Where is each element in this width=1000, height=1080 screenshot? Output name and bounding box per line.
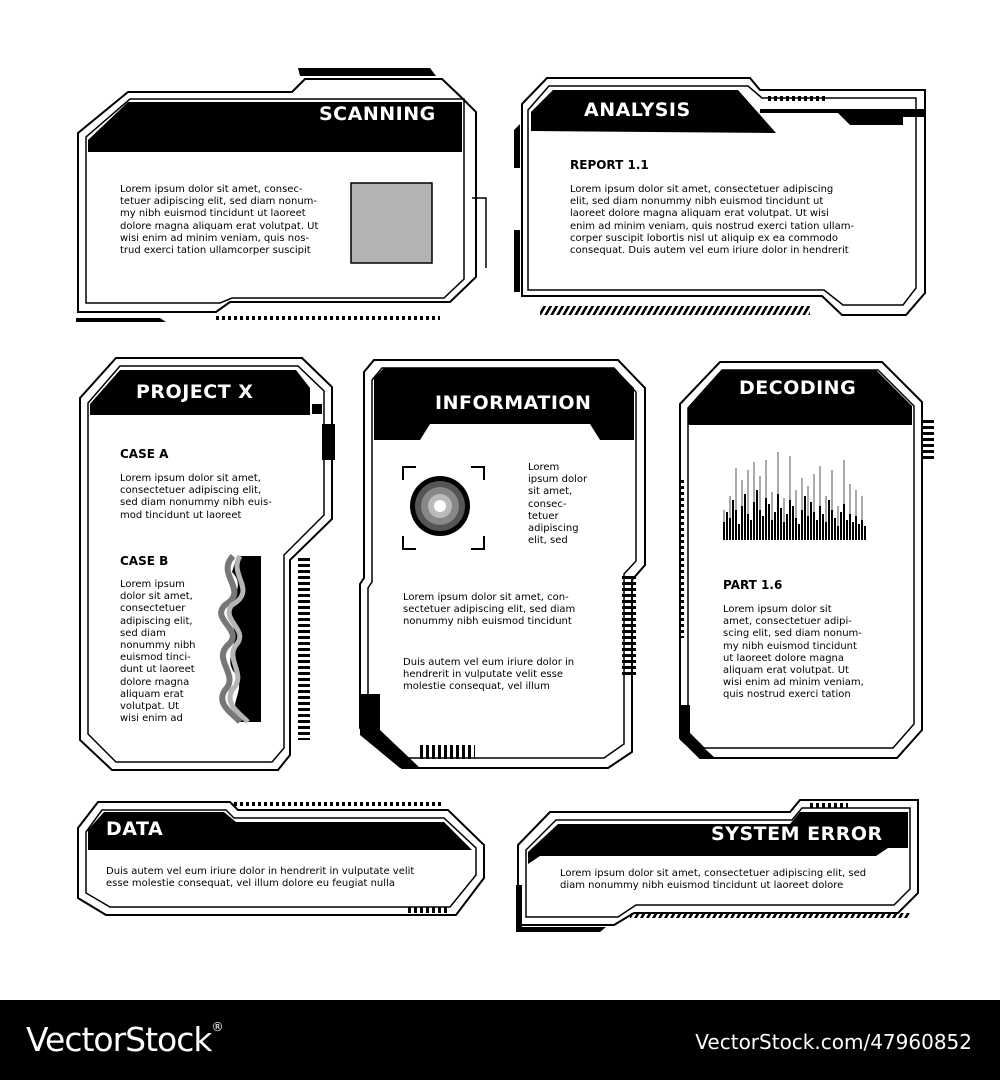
analysis-title: ANALYSIS: [584, 99, 691, 121]
equalizer-bar-dark: [780, 508, 782, 540]
scanning-title: SCANNING: [319, 103, 436, 125]
equalizer-bar-dark: [765, 498, 767, 540]
information-title: INFORMATION: [435, 392, 592, 414]
case-a-heading: CASE A: [120, 447, 169, 461]
equalizer-bar-dark: [759, 510, 761, 540]
information-side-text: Lorem ipsum dolor sit amet, consec- tetuer adipiscing elit, sed: [528, 462, 588, 547]
decoding-title: DECODING: [739, 377, 857, 399]
equalizer-bar-dark: [825, 522, 827, 540]
equalizer-bar-dark: [834, 518, 836, 540]
equalizer-bar-dark: [798, 524, 800, 540]
analysis-body: Lorem ipsum dolor sit amet, consectetuer adipiscing elit, sed diam nonummy nibh euismod tincidunt ut laoreet dolore magna aliquam erat volutpat. Ut wisi enim ad minim veniam, quis nostrud exerci tation ullam- corper suscipit lobortis nisl ut aliquip ex ea commodo consequat. Duis autem vel eum iriure dolor in hendrerit: [570, 184, 855, 257]
equalizer-bar-dark: [843, 504, 845, 540]
equalizer-bar-dark: [777, 494, 779, 540]
project-x-frame: [80, 358, 335, 770]
scanning-body: Lorem ipsum dolor sit amet, consec- tetuer adipiscing elit, sed diam nonum- my nibh euismod tincidunt ut laoreet dolore magna aliquam erat volutpat. Ut wisi enim ad minim veniam, quis nos- trud exerci tation ullamcorper suscipit: [120, 184, 319, 257]
equalizer-bar-dark: [822, 514, 824, 540]
information-frame: [360, 360, 645, 768]
case-b-body: Lorem ipsum dolor sit amet, consectetuer adipiscing elit, sed diam nonummy nibh euismod tinci- dunt ut laoreet dolore magna aliquam erat volutpat. Ut wisi enim ad: [120, 579, 196, 725]
system-error-frame: [516, 800, 918, 932]
equalizer-bar-dark: [792, 506, 794, 540]
equalizer-bar-dark: [813, 512, 815, 540]
equalizer-bar-dark: [735, 510, 737, 540]
equalizer-bar-dark: [828, 500, 830, 540]
equalizer-bar-dark: [768, 504, 770, 540]
equalizer-bar-dark: [864, 526, 866, 540]
equalizer-bar-dark: [852, 522, 854, 540]
equalizer-bar-dark: [804, 496, 806, 540]
equalizer-bar-dark: [795, 518, 797, 540]
data-body: Duis autem vel eum iriure dolor in hendrerit in vulputate velit esse molestie consequat, vel illum dolore eu feugiat nulla: [106, 866, 415, 890]
equalizer-bar-dark: [762, 516, 764, 540]
equalizer-bar-dark: [858, 524, 860, 540]
system-error-title: SYSTEM ERROR: [711, 823, 883, 845]
equalizer-bar-dark: [723, 522, 725, 540]
equalizer-bar-dark: [753, 502, 755, 540]
project-x-title: PROJECT X: [136, 381, 254, 403]
equalizer-bar-dark: [726, 512, 728, 540]
equalizer-bar-dark: [789, 500, 791, 540]
equalizer-bar-dark: [837, 526, 839, 540]
equalizer-bar-dark: [732, 500, 734, 540]
target-icon: [403, 467, 484, 549]
decoding-body: Lorem ipsum dolor sit amet, consectetuer adipi- scing elit, sed diam nonum- my nibh euismod tincidunt ut laoreet dolore magna aliquam erat volutpat. Ut wisi enim ad minim veniam, quis nostrud exerci tation: [723, 604, 864, 701]
equalizer-bar-dark: [744, 494, 746, 540]
equalizer-bar-dark: [729, 518, 731, 540]
equalizer-bar-dark: [849, 514, 851, 540]
system-error-body: Lorem ipsum dolor sit amet, consectetuer adipiscing elit, sed diam nonummy nibh euismod tincidunt ut laoreet dolore: [560, 868, 867, 892]
case-a-body: Lorem ipsum dolor sit amet, consectetuer adipiscing elit, sed diam nonummy nibh euis- mod tincidunt ut laoreet: [120, 473, 272, 521]
data-title: DATA: [106, 818, 164, 840]
image-placeholder: [351, 183, 432, 263]
information-body-2: Duis autem vel eum iriure dolor in hendrerit in vulputate velit esse molestie consequat, vel illum: [403, 657, 575, 693]
equalizer-bar-dark: [831, 510, 833, 540]
equalizer-bar-dark: [771, 520, 773, 540]
equalizer-bar-dark: [750, 520, 752, 540]
equalizer-bar-dark: [783, 522, 785, 540]
registered-mark: ®: [211, 1020, 223, 1034]
equalizer-bar-dark: [855, 516, 857, 540]
equalizer-bar-dark: [840, 512, 842, 540]
equalizer-bar-dark: [756, 490, 758, 540]
equalizer-graphic: [723, 452, 866, 540]
decoding-part-heading: PART 1.6: [723, 578, 783, 592]
equalizer-bar-dark: [819, 506, 821, 540]
brand-text: VectorStock: [26, 1020, 212, 1059]
information-body-1: Lorem ipsum dolor sit amet, con- sectetuer adipiscing elit, sed diam nonummy nibh euismod tincidunt: [403, 592, 576, 628]
equalizer-bar-dark: [801, 510, 803, 540]
equalizer-bar-dark: [846, 520, 848, 540]
equalizer-bar-dark: [816, 520, 818, 540]
equalizer-bar-dark: [807, 516, 809, 540]
equalizer-bar-dark: [861, 520, 863, 540]
equalizer-bar-dark: [786, 514, 788, 540]
stock-id: VectorStock.com/47960852: [695, 1030, 972, 1054]
vectorstock-logo[interactable]: [26, 1020, 223, 1059]
equalizer-bar-dark: [774, 512, 776, 540]
equalizer-bar-dark: [810, 502, 812, 540]
equalizer-bar-dark: [747, 514, 749, 540]
equalizer-bar-dark: [738, 524, 740, 540]
analysis-report-heading: REPORT 1.1: [570, 158, 649, 172]
equalizer-bar-dark: [741, 506, 743, 540]
case-b-heading: CASE B: [120, 554, 169, 568]
